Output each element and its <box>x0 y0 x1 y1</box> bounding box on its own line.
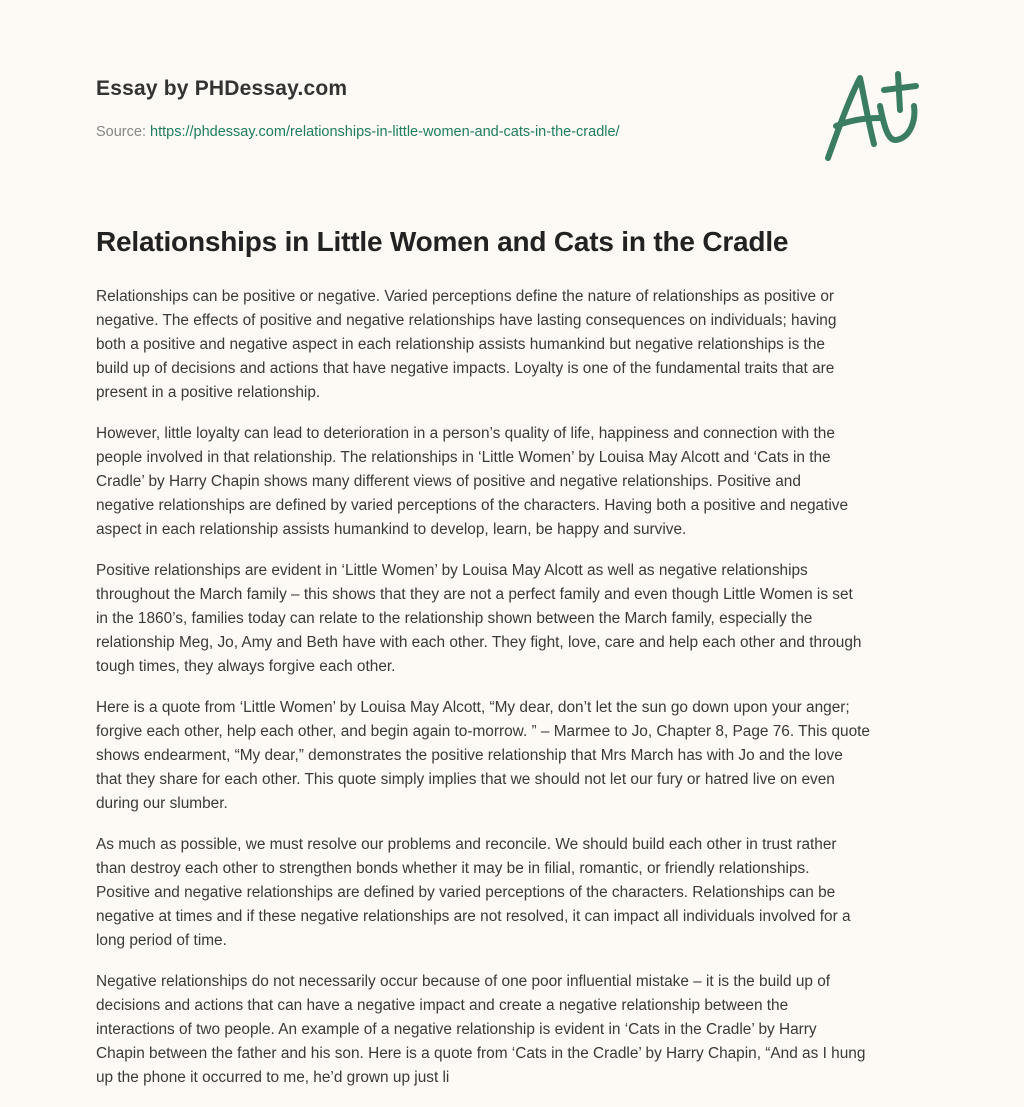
paragraph-line: long period of time. <box>96 932 227 949</box>
paragraph-line: Cradle’ by Harry Chapin shows many different views of positive and negative relationships. Positive and <box>96 473 801 490</box>
paragraph-line: negative. The effects of positive and negative relationships have lasting consequences on individuals; having <box>96 312 837 329</box>
source-line <box>96 124 620 140</box>
a-plus-logo-icon <box>818 66 930 166</box>
paragraph-line: in the 1860’s, families today can relate to the relationship shown between the March family, especially the <box>96 610 813 627</box>
paragraph-line: However, little loyalty can lead to deterioration in a person’s quality of life, happiness and connection with the <box>96 425 835 442</box>
paragraph-line: Positive and negative relationships are defined by varied perceptions of the characters. Relationships can be <box>96 884 836 901</box>
source-label: Source: <box>96 124 146 140</box>
article-body <box>96 285 946 1107</box>
paragraph <box>96 285 946 405</box>
paragraph-line: build up of decisions and actions that have negative impacts. Loyalty is one of the fundamental traits that are <box>96 360 835 377</box>
paragraph <box>96 696 946 816</box>
paragraph-line: Positive relationships are evident in ‘Little Women’ by Louisa May Alcott as well as negative relationships <box>96 562 808 579</box>
paragraph-line: Here is a quote from ‘Little Women’ by Louisa May Alcott, “My dear, don’t let the sun go down upon your anger; <box>96 699 850 716</box>
paragraph <box>96 833 946 953</box>
paragraph <box>96 970 946 1090</box>
paragraph-line: forgive each other, help each other, and begin again to-morrow. ” – Marmee to Jo, Chapter 8, Page 76. This quote <box>96 723 870 740</box>
paragraph-line: during our slumber. <box>96 795 228 812</box>
paragraph-line: relationship Meg, Jo, Amy and Beth have with each other. They fight, love, care and help each other and through <box>96 634 862 651</box>
paragraph-line: decisions and actions that can have a negative impact and create a negative relationship between the <box>96 997 789 1014</box>
site-brand: Essay by PHDessay.com <box>96 77 348 100</box>
paragraph-line: tough times, they always forgive each other. <box>96 658 396 675</box>
paragraph-line: that they share for each other. This quote simply implies that we should not let our fury or hatred live on even <box>96 771 835 788</box>
paragraph-line: up the phone it occurred to me, he’d grown up just li <box>96 1069 450 1086</box>
paragraph-line: than destroy each other to strengthen bonds whether it may be in filial, romantic, or friendly relationships. <box>96 860 810 877</box>
paragraph-line: throughout the March family – this shows that they are not a perfect family and even though Little Women is set <box>96 586 853 603</box>
paragraph-line: negative relationships are defined by varied perceptions of the characters. Having both a positive and negative <box>96 497 849 514</box>
source-link[interactable]: https://phdessay.com/relationships-in-little-women-and-cats-in-the-cradle/ <box>150 124 620 140</box>
paragraph-line: both a positive and negative aspect in each relationship assists humankind but negative relationships is the <box>96 336 825 353</box>
paragraph-line: present in a positive relationship. <box>96 384 321 401</box>
paragraph-line: Negative relationships do not necessarily occur because of one poor influential mistake – it is the build up of <box>96 973 831 990</box>
paragraph-line: Relationships can be positive or negative. Varied perceptions define the nature of relationships as positive or <box>96 288 835 305</box>
paragraph <box>96 559 946 679</box>
paragraph-line: negative at times and if these negative relationships are not resolved, it can impact all individuals involved for a <box>96 908 851 925</box>
paragraph-line: interactions of two people. An example of a negative relationship is evident in ‘Cats in the Cradle’ by Harry <box>96 1021 817 1038</box>
page-title: Relationships in Little Women and Cats in the Cradle <box>96 226 789 257</box>
paragraph-line: As much as possible, we must resolve our problems and reconcile. We should build each other in trust rather <box>96 836 837 853</box>
paragraph <box>96 422 946 542</box>
paragraph-line: aspect in each relationship assists humankind to develop, learn, be happy and survive. <box>96 521 687 538</box>
paragraph-line: people involved in that relationship. The relationships in ‘Little Women’ by Louisa May Alcott and ‘Cats in the <box>96 449 831 466</box>
paragraph-line: shows endearment, “My dear,” demonstrates the positive relationship that Mrs March has with Jo and the love <box>96 747 843 764</box>
paragraph-line: Chapin between the father and his son. Here is a quote from ‘Cats in the Cradle’ by Harry Chapin, “And as I hung <box>96 1045 866 1062</box>
